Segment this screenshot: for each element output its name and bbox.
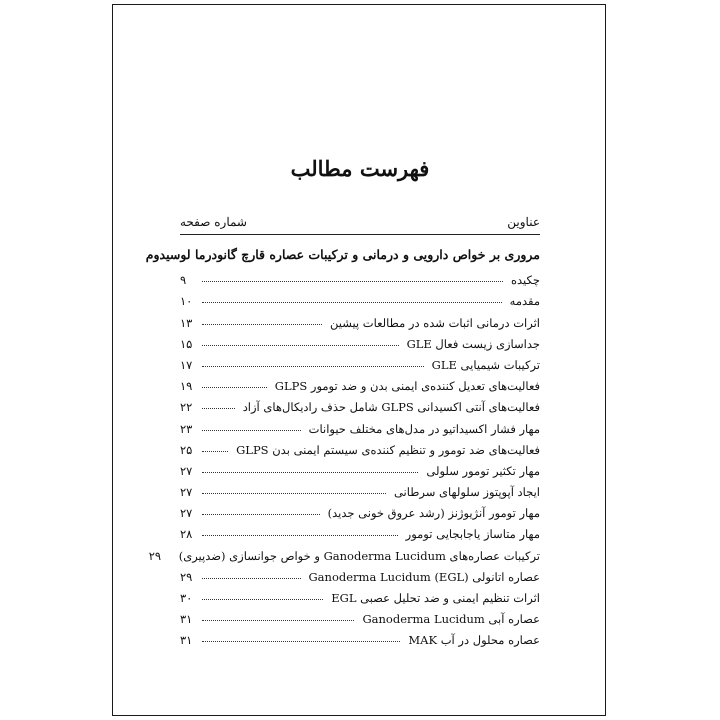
toc-entry-title: مهار تکثیر تومور سلولی bbox=[426, 463, 540, 478]
toc-entry-title: فعالیت‌های ضد تومور و تنظیم کننده‌ی سیستم ایمنی بدن GLPS bbox=[236, 442, 540, 457]
toc-entry-page: ۲۲ bbox=[180, 400, 193, 415]
toc-entry-page: ۳۱ bbox=[180, 612, 193, 627]
toc-entry bbox=[180, 351, 540, 372]
toc-entry bbox=[180, 626, 540, 647]
header-rule bbox=[180, 234, 540, 235]
toc-entry bbox=[180, 330, 540, 351]
dot-leader bbox=[202, 365, 424, 367]
section-heading: مروری بر خواص دارویی و درمانی و ترکیبات عصاره قارچ گانودرما لوسیدوم bbox=[145, 247, 540, 262]
toc-entry-page: ۱۵ bbox=[180, 336, 193, 351]
toc-entry-page: ۱۳ bbox=[180, 315, 193, 330]
toc-entry bbox=[180, 266, 540, 287]
toc-entry bbox=[180, 414, 540, 435]
dot-leader bbox=[202, 407, 235, 409]
toc-entry-title: مهار فشار اکسیداتیو در مدل‌های مختلف حیوانات bbox=[308, 421, 540, 436]
toc-entry-page: ۲۷ bbox=[180, 463, 193, 478]
toc-entry bbox=[180, 287, 540, 308]
toc-entry-title: ترکیبات شیمیایی GLE bbox=[431, 357, 540, 372]
toc-entry bbox=[180, 436, 540, 457]
page-title: فهرست مطالب bbox=[290, 156, 430, 181]
dot-leader bbox=[202, 513, 320, 515]
dot-leader bbox=[202, 386, 267, 388]
toc-entry-title: ایجاد آپوپتوز سلولهای سرطانی bbox=[393, 485, 540, 500]
toc-entry bbox=[180, 372, 540, 393]
column-header-page-number: شماره صفحه bbox=[180, 215, 247, 229]
toc-entry-title: مهار متاساز یاجابجایی تومور bbox=[405, 527, 540, 542]
dot-leader bbox=[202, 492, 386, 494]
dot-leader bbox=[202, 619, 354, 621]
toc-entry-page: ۱۰ bbox=[180, 294, 193, 309]
toc-entry-page: ۱۷ bbox=[180, 357, 193, 372]
toc-entry-title: عصاره اتانولی Ganoderma Lucidum (EGL) bbox=[308, 569, 540, 584]
toc-entry-title: ترکیبات عصاره‌های Ganoderma Lucidum و خواص جوانسازی (ضدپیری) bbox=[178, 548, 540, 563]
toc-entry-page: ۲۸ bbox=[180, 527, 193, 542]
toc-list bbox=[148, 266, 540, 648]
toc-entry-title: اثرات تنظیم ایمنی و ضد تحلیل عصبی EGL bbox=[331, 591, 540, 605]
dot-leader bbox=[202, 450, 228, 452]
toc-entry-title: عصاره آبی Ganoderma Lucidum bbox=[362, 612, 540, 627]
toc-entry bbox=[180, 520, 540, 541]
toc-entry-title: چکیده bbox=[511, 273, 540, 288]
column-header-titles: عناوین bbox=[507, 215, 540, 229]
dot-leader bbox=[202, 598, 323, 600]
toc-entry bbox=[180, 457, 540, 478]
toc-entry-title: مهار تومور آنژیوژنز (رشد عروق خونی جدید) bbox=[327, 506, 540, 521]
dot-leader bbox=[202, 640, 400, 642]
toc-entry-title: اثرات درمانی اثبات شده در مطالعات پیشین bbox=[329, 315, 540, 330]
toc-entry-page: ۳۰ bbox=[180, 591, 193, 605]
toc-entry-page: ۲۷ bbox=[180, 506, 193, 521]
toc-entry-page: ۹ bbox=[180, 273, 187, 288]
toc-entry-page: ۲۷ bbox=[180, 485, 193, 500]
toc-entry bbox=[180, 393, 540, 414]
toc-entry bbox=[180, 308, 540, 329]
toc-entry-page: ۲۹ bbox=[180, 569, 193, 584]
toc-entry-title: جداسازی زیست فعال GLE bbox=[406, 336, 540, 351]
toc-entry-title: فعالیت‌های آنتی اکسیدانی GLPS شامل حذف رادیکال‌های آزاد bbox=[242, 400, 540, 415]
toc-entry bbox=[148, 541, 540, 563]
toc-entry bbox=[180, 605, 540, 626]
toc-entry-page: ۲۳ bbox=[180, 421, 193, 436]
toc-entry-page: ۱۹ bbox=[180, 379, 193, 394]
dot-leader bbox=[202, 301, 502, 303]
dot-leader bbox=[202, 344, 399, 346]
dot-leader bbox=[202, 534, 398, 536]
dot-leader bbox=[202, 577, 301, 579]
toc-entry-page: ۲۹ bbox=[148, 548, 162, 563]
dot-leader bbox=[202, 429, 301, 431]
toc-entry bbox=[180, 499, 540, 520]
toc-entry bbox=[180, 584, 540, 605]
dot-leader bbox=[202, 471, 418, 473]
toc-entry-title: مقدمه bbox=[509, 294, 540, 309]
toc-entry-page: ۳۱ bbox=[180, 633, 193, 648]
toc-entry bbox=[180, 478, 540, 499]
toc-entry-page: ۲۵ bbox=[180, 442, 193, 457]
dot-leader bbox=[202, 280, 503, 282]
toc-entry bbox=[180, 563, 540, 584]
dot-leader bbox=[202, 323, 322, 325]
toc-entry-title: عصاره محلول در آب MAK bbox=[408, 633, 540, 648]
toc-entry-title: فعالیت‌های تعدیل کننده‌ی ایمنی بدن و ضد تومور GLPS bbox=[274, 379, 540, 394]
